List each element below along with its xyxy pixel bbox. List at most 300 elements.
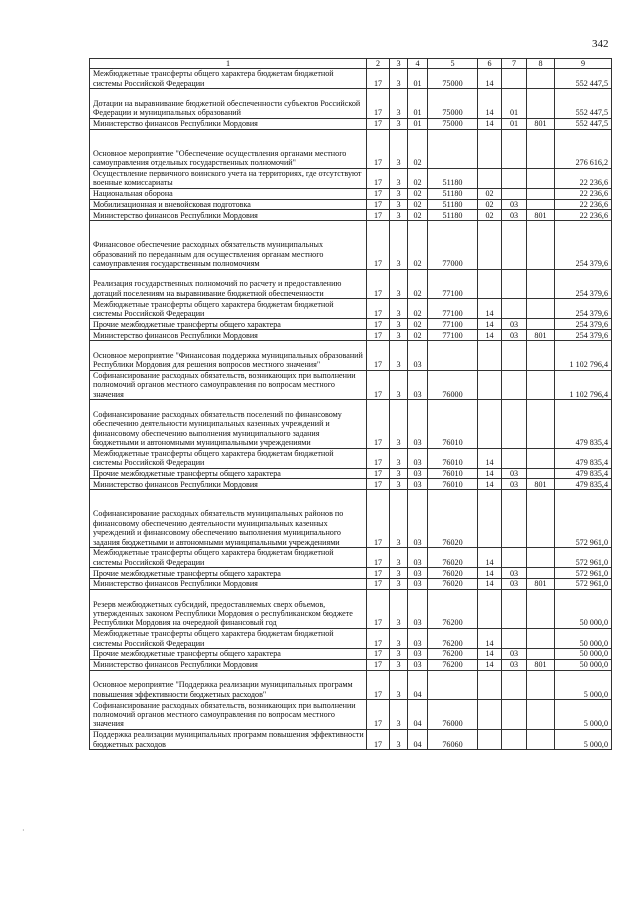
table-row [90,330,612,341]
code-cell: 03 [408,579,428,590]
code-cell: 17 [367,210,390,221]
code-cell: 3 [390,729,408,749]
code-cell: 801 [527,579,555,590]
code-cell [478,269,502,299]
code-cell: 76020 [428,548,478,568]
code-cell: 17 [367,700,390,730]
code-cell: 75000 [428,89,478,119]
code-cell [527,548,555,568]
code-cell [478,670,502,700]
amount-cell: 22 236,6 [555,210,612,221]
code-cell [502,729,527,749]
code-cell: 03 [408,468,428,479]
code-cell: 76010 [428,468,478,479]
code-cell [527,490,555,548]
row-name-cell: Софинансирование расходных обязательств поселений по финансовому обеспечению деятельности муниципальных казенных учреждений и финансовому обеспечению выполнения муниципального задания бюджетными и автономными муниципальными учреждениями [90,400,367,448]
code-cell [428,340,478,370]
code-cell: 801 [527,210,555,221]
code-cell: 76020 [428,490,478,548]
row-name-cell: Межбюджетные трансферты общего характера бюджетам бюджетной системы Российской Федерации [90,448,367,468]
code-cell: 3 [390,670,408,700]
amount-cell: 572 961,0 [555,579,612,590]
table-row [90,729,612,749]
code-cell: 03 [502,199,527,210]
code-cell [502,221,527,269]
code-cell: 3 [390,69,408,89]
amount-cell: 22 236,6 [555,188,612,199]
code-cell: 14 [478,479,502,490]
code-cell: 14 [478,89,502,119]
margin-mark: · [22,826,25,835]
code-cell: 03 [408,400,428,448]
code-cell [527,188,555,199]
table-row [90,548,612,568]
code-cell: 14 [478,118,502,129]
table-header-row [90,59,612,69]
code-cell: 03 [408,490,428,548]
amount-cell: 552 447,5 [555,118,612,129]
code-cell: 3 [390,269,408,299]
code-cell [527,221,555,269]
code-cell: 17 [367,659,390,670]
budget-table [89,58,612,750]
code-cell: 76200 [428,589,478,628]
row-name-cell: Финансовое обеспечение расходных обязательств муниципальных образований по переданным для осуществления органам местного самоуправления государственным полномочиям [90,221,367,269]
code-cell: 17 [367,269,390,299]
code-cell: 17 [367,69,390,89]
row-name-cell: Министерство финансов Республики Мордовия [90,118,367,129]
code-cell [502,589,527,628]
code-cell [527,649,555,660]
code-cell: 17 [367,628,390,648]
amount-cell: 254 379,6 [555,330,612,341]
code-cell: 17 [367,448,390,468]
amount-cell: 22 236,6 [555,199,612,210]
code-cell: 14 [478,468,502,479]
code-cell: 03 [408,370,428,400]
code-cell: 3 [390,118,408,129]
code-cell: 14 [478,299,502,319]
code-cell: 02 [408,210,428,221]
code-cell: 04 [408,729,428,749]
code-cell: 03 [408,568,428,579]
row-name-cell: Прочие межбюджетные трансферты общего характера [90,468,367,479]
table-row [90,400,612,448]
code-cell: 75000 [428,69,478,89]
code-cell [502,69,527,89]
code-cell: 03 [408,448,428,468]
code-cell: 17 [367,168,390,188]
code-cell: 17 [367,370,390,400]
code-cell [527,568,555,579]
code-cell [527,468,555,479]
row-name-cell: Министерство финансов Республики Мордовия [90,579,367,590]
amount-cell: 479 835,4 [555,448,612,468]
code-cell [502,490,527,548]
row-name-cell: Межбюджетные трансферты общего характера бюджетам бюджетной системы Российской Федерации [90,628,367,648]
row-name-cell: Софинансирование расходных обязательств, возникающих при выполнении полномочий органов местного самоуправления по вопросам местного значения [90,370,367,400]
amount-cell: 5 000,0 [555,670,612,700]
code-cell: 77100 [428,319,478,330]
table-row [90,479,612,490]
code-cell: 76000 [428,370,478,400]
amount-cell: 254 379,6 [555,319,612,330]
column-header: 4 [408,59,428,69]
code-cell [428,670,478,700]
code-cell: 01 [408,118,428,129]
code-cell: 77100 [428,299,478,319]
code-cell [502,188,527,199]
code-cell: 02 [478,188,502,199]
row-name-cell: Министерство финансов Республики Мордовия [90,479,367,490]
code-cell: 02 [408,129,428,168]
code-cell: 17 [367,188,390,199]
code-cell: 14 [478,579,502,590]
code-cell [478,490,502,548]
code-cell: 3 [390,490,408,548]
code-cell: 76010 [428,448,478,468]
code-cell [527,700,555,730]
code-cell: 3 [390,579,408,590]
row-name-cell: Софинансирование расходных обязательств муниципальных районов по финансовому обеспечению деятельности муниципальных казенных учреждений и финансовому обеспечению выполнения муниципального задания бюджетными и автономными муниципальными учреждениями [90,490,367,548]
code-cell: 14 [478,659,502,670]
code-cell: 801 [527,330,555,341]
code-cell: 17 [367,649,390,660]
row-name-cell: Мобилизационная и вневойсковая подготовка [90,199,367,210]
code-cell [527,628,555,648]
column-header: 6 [478,59,502,69]
code-cell: 3 [390,210,408,221]
amount-cell: 1 102 796,4 [555,370,612,400]
code-cell: 3 [390,479,408,490]
amount-cell: 572 961,0 [555,548,612,568]
amount-cell: 479 835,4 [555,479,612,490]
code-cell: 02 [408,199,428,210]
table-row [90,490,612,548]
row-name-cell: Осуществление первичного воинского учета на территориях, где отсутствуют военные комиссариаты [90,168,367,188]
table-row [90,628,612,648]
code-cell [478,340,502,370]
code-cell: 03 [408,649,428,660]
code-cell [502,448,527,468]
code-cell: 14 [478,568,502,579]
code-cell: 3 [390,448,408,468]
row-name-cell: Основное мероприятие "Финансовая поддержка муниципальных образований Республики Мордовия для решения вопросов местного значения" [90,340,367,370]
code-cell: 75000 [428,118,478,129]
code-cell: 17 [367,89,390,119]
table-row [90,168,612,188]
code-cell: 17 [367,468,390,479]
code-cell: 14 [478,649,502,660]
code-cell: 51180 [428,199,478,210]
code-cell: 14 [478,69,502,89]
table-row [90,199,612,210]
code-cell: 3 [390,340,408,370]
code-cell [502,670,527,700]
code-cell: 76020 [428,568,478,579]
table-row [90,188,612,199]
code-cell: 77000 [428,221,478,269]
code-cell: 17 [367,670,390,700]
code-cell: 76060 [428,729,478,749]
code-cell: 03 [408,340,428,370]
code-cell: 03 [408,659,428,670]
code-cell: 14 [478,330,502,341]
code-cell [527,129,555,168]
row-name-cell: Межбюджетные трансферты общего характера бюджетам бюджетной системы Российской Федерации [90,299,367,319]
code-cell: 17 [367,490,390,548]
row-name-cell: Национальная оборона [90,188,367,199]
code-cell: 3 [390,199,408,210]
amount-cell: 572 961,0 [555,490,612,548]
code-cell: 801 [527,479,555,490]
code-cell [527,69,555,89]
code-cell [502,269,527,299]
code-cell [502,299,527,319]
code-cell: 76020 [428,579,478,590]
table-row [90,69,612,89]
code-cell [478,589,502,628]
code-cell: 3 [390,548,408,568]
code-cell: 02 [408,188,428,199]
table-row [90,221,612,269]
code-cell: 02 [408,168,428,188]
code-cell [502,548,527,568]
code-cell [478,700,502,730]
page-number: 342 [592,38,609,50]
code-cell: 02 [408,221,428,269]
amount-cell: 254 379,6 [555,299,612,319]
code-cell [527,299,555,319]
table-row [90,118,612,129]
code-cell [478,400,502,448]
row-name-cell: Основное мероприятие "Обеспечение осуществления органами местного самоуправления отдельных государственных полномочий" [90,129,367,168]
column-header: 2 [367,59,390,69]
amount-cell: 5 000,0 [555,700,612,730]
table-row [90,579,612,590]
code-cell: 17 [367,340,390,370]
code-cell [527,729,555,749]
code-cell: 17 [367,400,390,448]
code-cell: 17 [367,568,390,579]
code-cell: 3 [390,568,408,579]
table-row [90,129,612,168]
table-row [90,210,612,221]
code-cell: 76010 [428,400,478,448]
code-cell: 14 [478,448,502,468]
code-cell [527,400,555,448]
code-cell [527,269,555,299]
code-cell: 17 [367,579,390,590]
amount-cell: 276 616,2 [555,129,612,168]
code-cell: 03 [502,579,527,590]
code-cell: 77100 [428,269,478,299]
code-cell: 01 [408,89,428,119]
row-name-cell: Прочие межбюджетные трансферты общего характера [90,319,367,330]
row-name-cell: Дотации на выравнивание бюджетной обеспеченности субъектов Российской Федерации и муниципальных образований [90,89,367,119]
row-name-cell: Реализация государственных полномочий по расчету и предоставлению дотаций поселениям на выравнивание бюджетной обеспеченности [90,269,367,299]
code-cell: 51180 [428,168,478,188]
code-cell: 03 [502,479,527,490]
table-body [90,59,612,750]
code-cell: 51180 [428,188,478,199]
code-cell [502,370,527,400]
code-cell: 03 [502,568,527,579]
amount-cell: 50 000,0 [555,589,612,628]
row-name-cell: Межбюджетные трансферты общего характера бюджетам бюджетной системы Российской Федерации [90,548,367,568]
code-cell: 76200 [428,659,478,670]
code-cell: 14 [478,548,502,568]
code-cell [478,370,502,400]
code-cell: 02 [408,269,428,299]
code-cell [478,129,502,168]
table-row [90,448,612,468]
code-cell: 03 [502,659,527,670]
code-cell: 17 [367,589,390,628]
code-cell: 76010 [428,479,478,490]
code-cell: 01 [502,118,527,129]
code-cell: 02 [478,199,502,210]
amount-cell: 479 835,4 [555,468,612,479]
code-cell: 3 [390,589,408,628]
code-cell [527,448,555,468]
table-row [90,700,612,730]
table-row [90,370,612,400]
code-cell: 51180 [428,210,478,221]
amount-cell: 50 000,0 [555,628,612,648]
code-cell: 801 [527,659,555,670]
code-cell: 02 [408,319,428,330]
code-cell: 3 [390,468,408,479]
column-header: 9 [555,59,612,69]
code-cell: 76000 [428,700,478,730]
column-header: 5 [428,59,478,69]
code-cell: 3 [390,659,408,670]
amount-cell: 50 000,0 [555,649,612,660]
code-cell: 3 [390,299,408,319]
table-row [90,670,612,700]
code-cell [527,89,555,119]
code-cell: 04 [408,700,428,730]
code-cell [478,221,502,269]
code-cell [527,670,555,700]
code-cell [502,400,527,448]
code-cell: 801 [527,118,555,129]
code-cell: 17 [367,479,390,490]
code-cell: 76200 [428,628,478,648]
code-cell [502,628,527,648]
code-cell: 3 [390,330,408,341]
row-name-cell: Министерство финансов Республики Мордовия [90,330,367,341]
column-header: 1 [90,59,367,69]
amount-cell: 1 102 796,4 [555,340,612,370]
row-name-cell: Прочие межбюджетные трансферты общего характера [90,649,367,660]
row-name-cell: Министерство финансов Республики Мордовия [90,659,367,670]
code-cell [502,129,527,168]
row-name-cell: Межбюджетные трансферты общего характера бюджетам бюджетной системы Российской Федерации [90,69,367,89]
amount-cell: 22 236,6 [555,168,612,188]
column-header: 8 [527,59,555,69]
code-cell: 3 [390,89,408,119]
code-cell: 76200 [428,649,478,660]
code-cell: 3 [390,370,408,400]
table-row [90,89,612,119]
amount-cell: 50 000,0 [555,659,612,670]
code-cell: 17 [367,299,390,319]
code-cell: 77100 [428,330,478,341]
code-cell: 3 [390,221,408,269]
table-row [90,649,612,660]
row-name-cell: Поддержка реализации муниципальных программ повышения эффективности бюджетных расходов [90,729,367,749]
row-name-cell: Основное мероприятие "Поддержка реализации муниципальных программ повышения эффективности бюджетных расходов" [90,670,367,700]
code-cell: 17 [367,199,390,210]
code-cell: 3 [390,400,408,448]
code-cell: 03 [408,628,428,648]
code-cell: 17 [367,118,390,129]
code-cell: 3 [390,628,408,648]
amount-cell: 479 835,4 [555,400,612,448]
row-name-cell: Софинансирование расходных обязательств, возникающих при выполнении полномочий органов местного самоуправления по вопросам местного значения [90,700,367,730]
table-row [90,340,612,370]
code-cell: 03 [502,319,527,330]
code-cell [527,589,555,628]
code-cell: 3 [390,700,408,730]
column-header: 3 [390,59,408,69]
table-row [90,299,612,319]
table-row [90,659,612,670]
code-cell: 17 [367,129,390,168]
code-cell: 03 [502,210,527,221]
code-cell: 17 [367,548,390,568]
amount-cell: 572 961,0 [555,568,612,579]
code-cell [527,199,555,210]
code-cell: 02 [478,210,502,221]
amount-cell: 552 447,5 [555,89,612,119]
amount-cell: 254 379,6 [555,221,612,269]
code-cell: 3 [390,129,408,168]
code-cell: 03 [502,468,527,479]
code-cell: 03 [502,649,527,660]
table-row [90,568,612,579]
table-row [90,269,612,299]
code-cell: 03 [502,330,527,341]
code-cell [428,129,478,168]
table-row [90,589,612,628]
code-cell: 14 [478,319,502,330]
table-row [90,468,612,479]
amount-cell: 552 447,5 [555,69,612,89]
column-header: 7 [502,59,527,69]
table-row [90,319,612,330]
code-cell: 3 [390,188,408,199]
code-cell: 02 [408,299,428,319]
code-cell [478,168,502,188]
code-cell: 01 [408,69,428,89]
amount-cell: 254 379,6 [555,269,612,299]
code-cell [527,370,555,400]
code-cell [478,729,502,749]
code-cell: 03 [408,589,428,628]
code-cell: 17 [367,221,390,269]
code-cell [502,340,527,370]
code-cell [502,168,527,188]
code-cell: 3 [390,319,408,330]
code-cell: 17 [367,729,390,749]
code-cell: 14 [478,628,502,648]
code-cell: 03 [408,479,428,490]
code-cell: 02 [408,330,428,341]
code-cell: 17 [367,330,390,341]
